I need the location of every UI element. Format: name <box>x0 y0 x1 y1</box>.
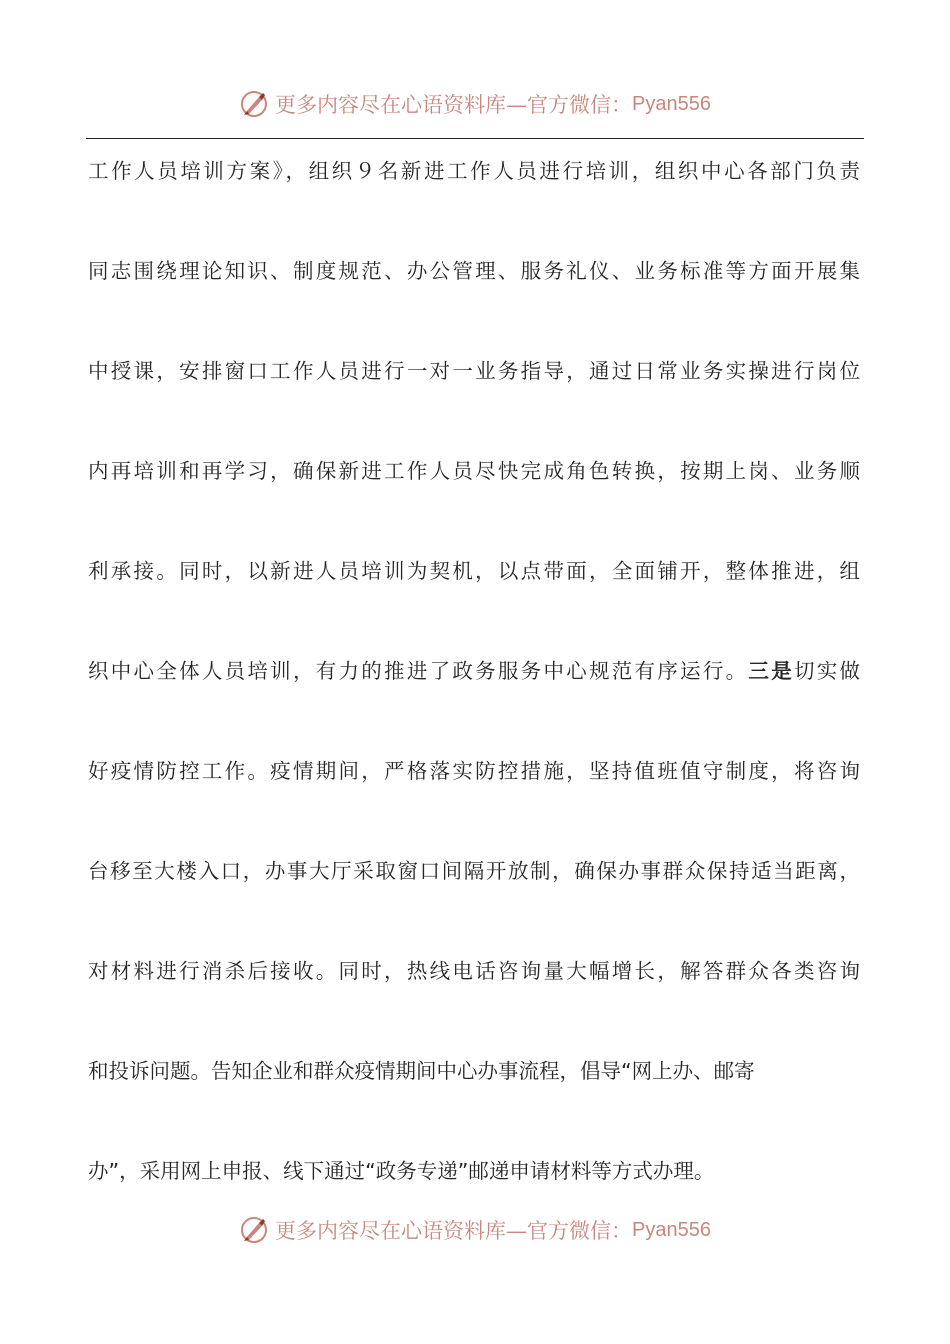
body-line <box>88 647 860 747</box>
body-line: 对材料进行消杀后接收。同时，热线电话咨询量大幅增长，解答群众各类咨询 <box>88 959 860 983</box>
body-line: 工作人员培训方案》，组织９名新进工作人员进行培训，组织中心各部门负责 <box>88 159 860 183</box>
pen-logo-icon <box>239 1215 269 1245</box>
body-line: 好疫情防控工作。疫情期间，严格落实防控措施，坚持值班值守制度，将咨询 <box>88 759 860 783</box>
body-line: 中授课，安排窗口工作人员进行一对一业务指导，通过日常业务实操进行岗位 <box>88 359 860 383</box>
footer-watermark <box>0 1210 950 1250</box>
body-line: 内再培训和再学习，确保新进工作人员尽快完成角色转换，按期上岗、业务顺 <box>88 459 860 483</box>
watermark-wechat-id: Pyan556 <box>632 1218 711 1241</box>
header-watermark <box>0 84 950 124</box>
body-line: 和投诉问题。告知企业和群众疫情期间中心办事流程，倡导“网上办、邮寄 <box>88 1059 755 1083</box>
body-line: 利承接。同时，以新进人员培训为契机，以点带面，全面铺开，整体推进，组 <box>88 559 860 583</box>
body-text-segment: 切实做 <box>793 659 860 683</box>
document-body <box>88 147 860 1247</box>
watermark-wechat-id: Pyan556 <box>632 92 711 115</box>
body-text-segment: 织中心全体人员培训，有力的推进了政务服务中心规范有序运行。 <box>88 659 749 683</box>
body-line: 办”，采用网上申报、线下通过“政务专递”邮递申请材料等方式办理。 <box>88 1159 715 1183</box>
watermark-text: 更多内容尽在心语资料库—官方微信： <box>275 1219 633 1243</box>
body-line: 台移至大楼入口，办事大厅采取窗口间隔开放制，确保办事群众保持适当距离， <box>88 859 860 883</box>
header-divider <box>86 138 864 139</box>
pen-logo-icon <box>239 89 269 119</box>
bold-heading-phrase: 三是 <box>748 659 794 683</box>
body-line: 同志围绕理论知识、制度规范、办公管理、服务礼仪、业务标准等方面开展集 <box>88 259 860 283</box>
watermark-text: 更多内容尽在心语资料库—官方微信： <box>275 93 633 117</box>
